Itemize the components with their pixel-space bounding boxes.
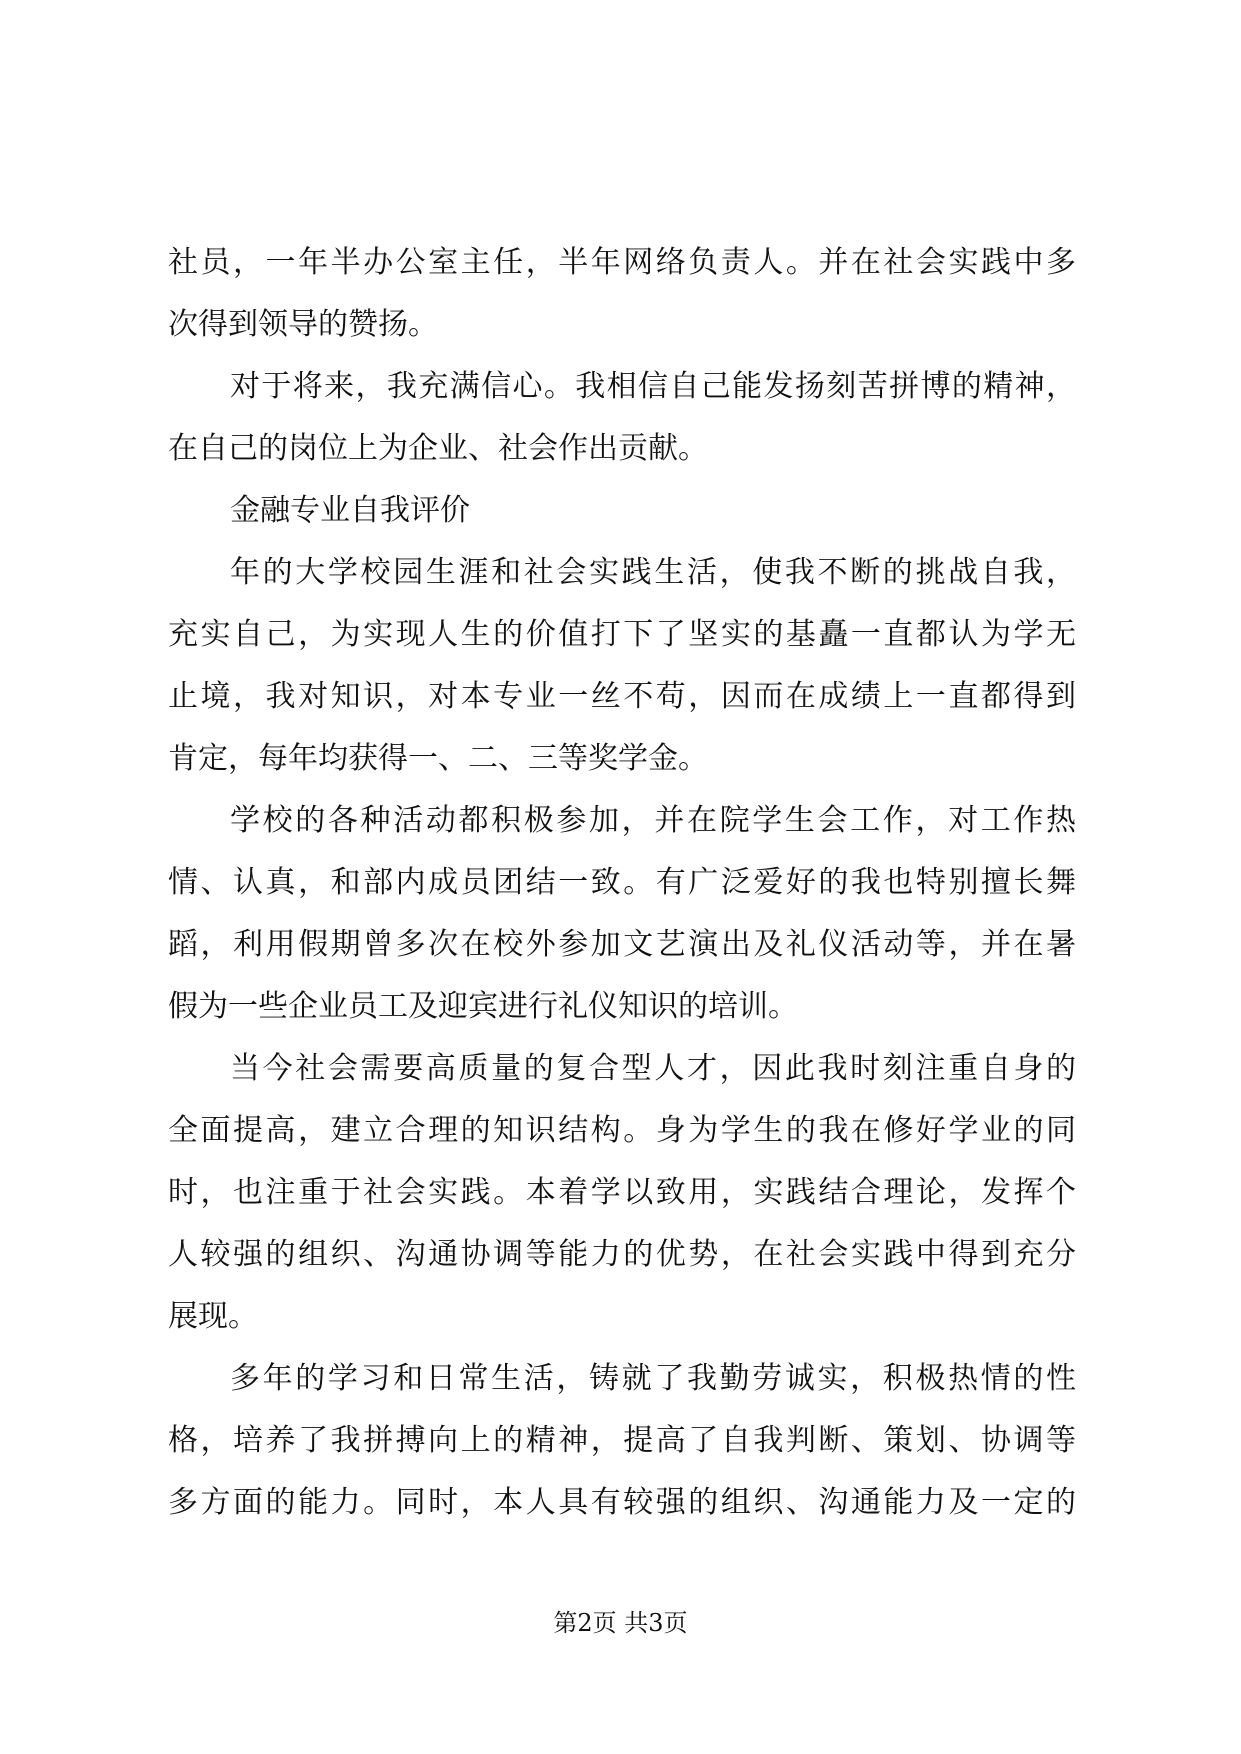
page-number-indicator: 第2页 共3页 [553, 1609, 688, 1637]
text-line [168, 1100, 1076, 1162]
text-line-content: 情、认真，和部内成员团结一致。有广泛爱好的我也特别擅长舞 [168, 865, 1076, 900]
text-line [168, 1038, 1076, 1100]
text-line-content: 肯定，每年均获得一、二、三等奖学金。 [168, 741, 708, 776]
text-line-content: 展现。 [168, 1299, 258, 1334]
text-line [168, 728, 1076, 790]
text-line-content: 多方面的能力。同时，本人具有较强的组织、沟通能力及一定的 [168, 1485, 1076, 1520]
text-line [168, 356, 1076, 418]
text-line-content: 年的大学校园生涯和社会实践生活，使我不断的挑战自我， [230, 555, 1076, 590]
text-line [168, 666, 1076, 728]
text-line [168, 604, 1076, 666]
text-line [168, 418, 1076, 480]
text-line [168, 1224, 1076, 1286]
text-line [168, 480, 1076, 542]
text-line [168, 1162, 1076, 1224]
text-line [168, 1286, 1076, 1348]
text-line-content: 时，也注重于社会实践。本着学以致用，实践结合理论，发挥个 [168, 1175, 1076, 1210]
text-line [168, 294, 1076, 356]
text-line [168, 852, 1076, 914]
text-line [168, 914, 1076, 976]
text-line [168, 976, 1076, 1038]
text-line [168, 790, 1076, 852]
text-line [168, 1472, 1076, 1534]
text-line-content: 假为一些企业员工及迎宾进行礼仪知识的培训。 [168, 989, 798, 1024]
text-line-content: 对于将来，我充满信心。我相信自己能发扬刻苦拼博的精神， [230, 369, 1076, 404]
page-footer [0, 1608, 1241, 1638]
text-line-content: 蹈，利用假期曾多次在校外参加文艺演出及礼仪活动等，并在暑 [168, 927, 1076, 962]
text-line-content: 格，培养了我拼搏向上的精神，提高了自我判断、策划、协调等 [168, 1423, 1076, 1458]
text-line [168, 1348, 1076, 1410]
text-line-content: 次得到领导的赞扬。 [168, 307, 438, 342]
text-line-content: 金融专业自我评价 [230, 493, 470, 528]
text-line-content: 止境，我对知识，对本专业一丝不苟，因而在成绩上一直都得到 [168, 679, 1076, 714]
document-body [168, 232, 1076, 1534]
text-line-content: 多年的学习和日常生活，铸就了我勤劳诚实，积极热情的性 [230, 1361, 1076, 1396]
text-line-content: 充实自己，为实现人生的价值打下了坚实的基矗一直都认为学无 [168, 617, 1076, 652]
text-line-content: 全面提高，建立合理的知识结构。身为学生的我在修好学业的同 [168, 1113, 1076, 1148]
text-line-content: 当今社会需要高质量的复合型人才，因此我时刻注重自身的 [230, 1051, 1076, 1086]
text-line [168, 1410, 1076, 1472]
text-line-content: 社员，一年半办公室主任，半年网络负责人。并在社会实践中多 [168, 245, 1076, 280]
text-line-content: 学校的各种活动都积极参加，并在院学生会工作，对工作热 [230, 803, 1076, 838]
text-line-content: 在自己的岗位上为企业、社会作出贡献。 [168, 431, 708, 466]
text-line [168, 542, 1076, 604]
text-line [168, 232, 1076, 294]
text-line-content: 人较强的组织、沟通协调等能力的优势，在社会实践中得到充分 [168, 1237, 1076, 1272]
